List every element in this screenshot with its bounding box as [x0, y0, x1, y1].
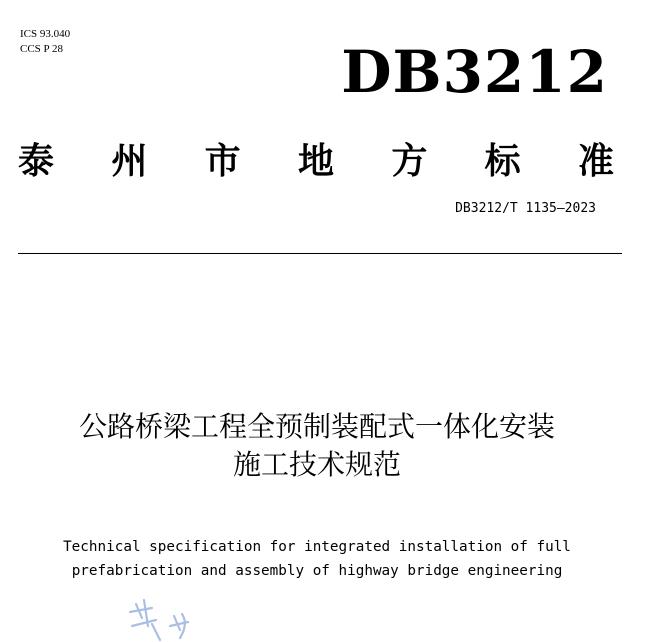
standard-code: DB3212 — [341, 38, 608, 106]
standard-name — [18, 138, 614, 184]
stamp-watermark-icon — [122, 596, 232, 642]
standard-name-char: 方 — [391, 140, 428, 182]
title-english — [0, 535, 634, 583]
title-english-line-1: Technical specification for integrated installation of full — [63, 539, 571, 555]
classification-codes — [20, 27, 70, 57]
ics-code: ICS 93.040 — [20, 28, 71, 40]
title-chinese — [0, 408, 634, 484]
standard-number: DB3212/T 1135—2023 — [455, 201, 596, 216]
header-divider — [18, 253, 622, 254]
standard-name-char: 地 — [297, 140, 334, 182]
standard-name-char: 标 — [484, 140, 521, 182]
ccs-code: CCS P 28 — [20, 43, 64, 55]
standard-name-char: 准 — [577, 140, 614, 182]
title-chinese-line-2: 施工技术规范 — [232, 448, 401, 481]
title-chinese-line-1: 公路桥梁工程全预制装配式一体化安装 — [78, 410, 555, 443]
title-english-line-2: prefabrication and assembly of highway bridge engineering — [71, 563, 563, 579]
standard-name-char: 市 — [204, 140, 241, 182]
standard-name-char: 州 — [111, 140, 148, 182]
standard-name-char: 泰 — [18, 140, 55, 182]
